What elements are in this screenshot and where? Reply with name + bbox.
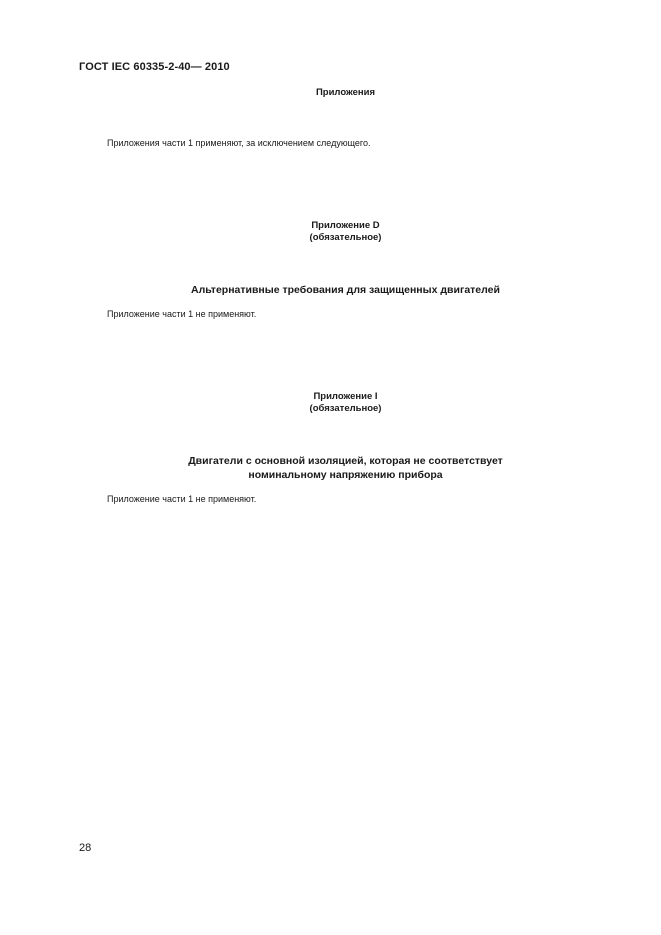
annex-i-title-line2: номинальному напряжению прибора bbox=[248, 469, 443, 481]
annexes-intro-text: Приложения части 1 применяют, за исключением следующего. bbox=[107, 138, 371, 148]
annex-d-title: Альтернативные требования для защищенных двигателей bbox=[191, 284, 500, 296]
annex-i-title-line1: Двигатели с основной изоляцией, которая не соответствует bbox=[188, 455, 503, 467]
annexes-heading: Приложения bbox=[315, 87, 376, 98]
page-number: 28 bbox=[79, 842, 92, 854]
standard-code: ГОСТ IEC 60335-2-40— 2010 bbox=[79, 61, 230, 73]
annex-i-status: (обязательное) bbox=[309, 403, 382, 414]
annex-i-text: Приложение части 1 не применяют. bbox=[107, 494, 257, 504]
annex-d-status: (обязательное) bbox=[309, 232, 382, 243]
annex-d-label: Приложение D bbox=[311, 220, 380, 231]
annex-d-text: Приложение части 1 не применяют. bbox=[107, 309, 257, 319]
annex-i-label: Приложение I bbox=[313, 391, 378, 402]
